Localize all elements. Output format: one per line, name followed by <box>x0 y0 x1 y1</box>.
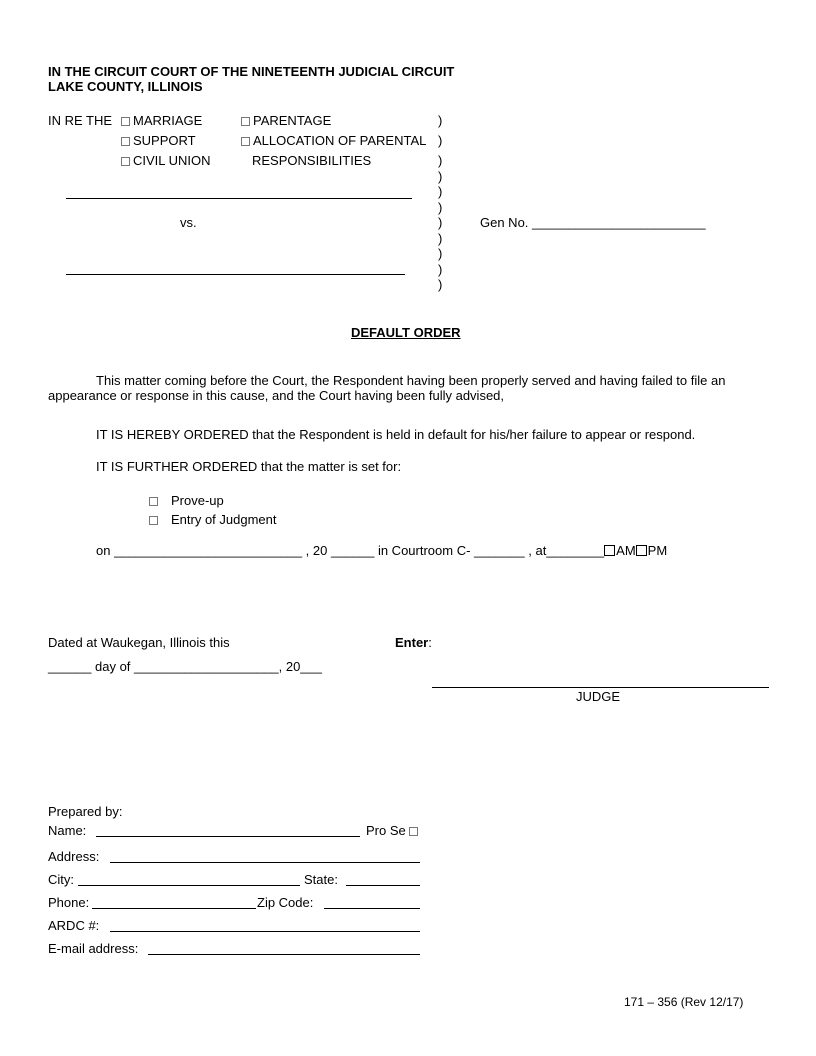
address-line[interactable] <box>110 862 420 863</box>
checkbox-prove-up[interactable] <box>149 497 158 506</box>
in-re-label: IN RE THE <box>48 113 113 128</box>
dated-at-label: Dated at Waukegan, Illinois this <box>48 635 230 650</box>
checkbox-allocation[interactable] <box>241 137 250 146</box>
option-entry-of-judgment[interactable] <box>149 512 277 527</box>
option-civil-union-label: CIVIL UNION <box>133 153 211 168</box>
address-label: Address: <box>48 849 100 864</box>
option-prove-up-label: Prove-up <box>171 493 224 508</box>
email-label: E-mail address: <box>48 941 139 956</box>
option-support[interactable] <box>121 133 196 148</box>
zip-line[interactable] <box>324 908 420 909</box>
option-parentage-label: PARENTAGE <box>253 113 332 128</box>
form-number: 171 – 356 (Rev 12/17) <box>624 995 744 1009</box>
option-allocation-label: ALLOCATION OF PARENTAL <box>253 133 427 148</box>
caption-paren: ) <box>438 231 443 246</box>
hearing-date-line[interactable] <box>96 543 667 558</box>
recital-line-2: appearance or response in this cause, and the Court having been fully advised, <box>48 388 505 403</box>
state-line[interactable] <box>346 885 420 886</box>
option-civil-union[interactable] <box>121 153 211 168</box>
name-line[interactable] <box>96 836 360 837</box>
phone-line[interactable] <box>92 908 256 909</box>
judge-label: JUDGE <box>576 689 621 704</box>
pro-se-option[interactable] <box>366 823 421 838</box>
option-entry-of-judgment-label: Entry of Judgment <box>171 512 277 527</box>
phone-label: Phone: <box>48 895 90 910</box>
checkbox-civil-union[interactable] <box>121 157 130 166</box>
checkbox-pro-se[interactable] <box>409 827 418 836</box>
option-prove-up[interactable] <box>149 493 224 508</box>
gen-no-field[interactable]: Gen No. ________________________ <box>480 215 706 230</box>
order-set-for: IT IS FURTHER ORDERED that the matter is set for: <box>96 459 402 474</box>
document-title: DEFAULT ORDER <box>351 325 461 340</box>
checkbox-marriage[interactable] <box>121 117 130 126</box>
caption-paren: ) <box>438 215 443 230</box>
state-label: State: <box>304 872 338 887</box>
city-line[interactable] <box>78 885 300 886</box>
county-name: LAKE COUNTY, ILLINOIS <box>48 79 203 94</box>
pro-se-label: Pro Se <box>366 823 406 838</box>
pm-label: PM <box>647 543 668 558</box>
caption-paren: ) <box>438 246 443 261</box>
date-signed-line[interactable]: ______ day of ____________________, 20___ <box>48 659 322 674</box>
checkbox-entry-of-judgment[interactable] <box>149 516 158 525</box>
option-marriage[interactable] <box>121 113 202 128</box>
caption-paren: ) <box>438 277 443 292</box>
email-line[interactable] <box>148 954 420 955</box>
option-support-label: SUPPORT <box>133 133 196 148</box>
caption-paren: ) <box>438 184 443 199</box>
am-label: AM <box>616 543 636 558</box>
caption-paren: ) <box>438 262 443 277</box>
name-label: Name: <box>48 823 87 838</box>
checkbox-support[interactable] <box>121 137 130 146</box>
court-name: IN THE CIRCUIT COURT OF THE NINETEENTH JUDICIAL CIRCUIT <box>48 64 455 79</box>
hearing-date-fields[interactable]: on __________________________ , 20 ______ in Courtroom C- _______ , at________ <box>96 543 605 558</box>
checkbox-pm[interactable] <box>636 545 647 556</box>
enter-label: Enter: <box>395 635 432 650</box>
caption-paren: ) <box>438 153 443 168</box>
caption-paren: ) <box>438 169 443 184</box>
ardc-line[interactable] <box>110 931 420 932</box>
option-allocation[interactable] <box>241 133 426 148</box>
checkbox-am[interactable] <box>604 545 615 556</box>
zip-label: Zip Code: <box>257 895 314 910</box>
order-default: IT IS HEREBY ORDERED that the Respondent is held in default for his/her failure to appear or respond. <box>96 427 696 442</box>
caption-paren: ) <box>438 200 443 215</box>
option-parentage[interactable] <box>241 113 331 128</box>
versus-label: vs. <box>180 215 197 230</box>
petitioner-name-line[interactable] <box>66 198 412 199</box>
ardc-label: ARDC #: <box>48 918 100 933</box>
caption-paren: ) <box>438 133 443 148</box>
city-label: City: <box>48 872 74 887</box>
checkbox-parentage[interactable] <box>241 117 250 126</box>
option-marriage-label: MARRIAGE <box>133 113 203 128</box>
recital-line-1: This matter coming before the Court, the Respondent having been properly served and having failed to file an <box>96 373 726 388</box>
respondent-name-line[interactable] <box>66 274 405 275</box>
judge-signature-line[interactable] <box>432 687 769 688</box>
prepared-by-heading: Prepared by: <box>48 804 123 819</box>
caption-paren: ) <box>438 113 443 128</box>
option-responsibilities-label: RESPONSIBILITIES <box>252 153 372 168</box>
